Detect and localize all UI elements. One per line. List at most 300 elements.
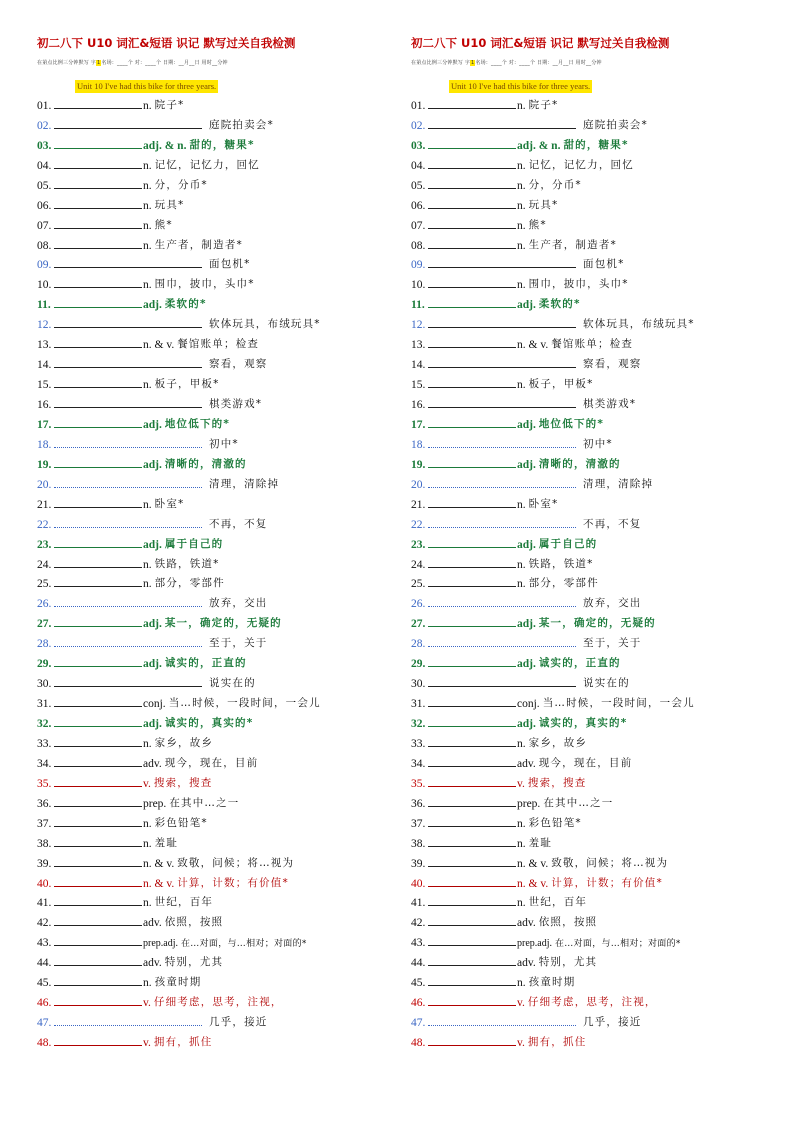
vocab-item: [37, 172, 387, 192]
answer-blank[interactable]: [54, 752, 142, 767]
item-meaning: 庭院拍卖会*: [209, 118, 274, 131]
answer-blank[interactable]: [54, 413, 142, 428]
answer-blank[interactable]: [428, 812, 516, 827]
item-number: 22.: [411, 518, 426, 531]
vocab-item: [37, 750, 387, 770]
answer-blank[interactable]: [428, 194, 516, 209]
vocab-item: [37, 511, 387, 531]
answer-blank[interactable]: [54, 214, 142, 229]
answer-blank[interactable]: [428, 413, 516, 428]
item-number: 33.: [411, 737, 426, 750]
item-number: 25.: [411, 578, 426, 591]
item-number: 41.: [37, 897, 52, 910]
vocab-item: [37, 730, 387, 750]
part-of-speech: n.: [143, 379, 152, 392]
item-number: 21.: [37, 498, 52, 511]
answer-blank[interactable]: [54, 812, 142, 827]
item-number: 42.: [37, 917, 52, 930]
vocab-item: [37, 630, 387, 650]
item-number: 34.: [37, 757, 52, 770]
vocab-item: [37, 1009, 387, 1029]
answer-blank[interactable]: [54, 493, 142, 508]
part-of-speech: n.: [517, 199, 526, 212]
answer-blank[interactable]: [428, 134, 516, 149]
item-meaning: 棋类游戏*: [583, 398, 637, 410]
item-number: 12.: [411, 319, 426, 332]
item-meaning: 计算，计数；有价值*: [177, 876, 289, 889]
item-meaning: 卧室*: [528, 497, 559, 510]
worksheet-meta: [411, 52, 761, 74]
answer-blank[interactable]: [428, 353, 576, 368]
answer-blank[interactable]: [428, 293, 516, 308]
answer-blank[interactable]: [428, 971, 516, 986]
answer-blank[interactable]: [54, 872, 142, 887]
answer-blank[interactable]: [54, 592, 202, 607]
item-meaning: 部分，零部件: [154, 577, 225, 590]
answer-blank[interactable]: [54, 273, 142, 288]
vocab-item: [37, 331, 387, 351]
answer-blank[interactable]: [428, 772, 516, 787]
vocab-item: [411, 571, 761, 591]
item-meaning: 地位低下的*: [538, 417, 605, 430]
item-meaning: 家乡，故乡: [528, 736, 588, 749]
item-number: 18.: [37, 438, 52, 451]
item-meaning: 羞耻: [154, 836, 179, 849]
answer-blank[interactable]: [54, 832, 142, 847]
answer-blank[interactable]: [428, 931, 516, 946]
item-meaning: 诚实的，真实的*: [538, 717, 628, 729]
answer-blank[interactable]: [428, 632, 576, 647]
part-of-speech: n.: [517, 558, 526, 571]
part-of-speech: n.: [517, 817, 526, 830]
answer-blank[interactable]: [428, 911, 516, 926]
answer-blank[interactable]: [428, 473, 576, 488]
answer-blank[interactable]: [428, 792, 516, 807]
vocab-item: [411, 750, 761, 770]
vocab-item: [411, 152, 761, 172]
item-number: 08.: [411, 239, 426, 252]
part-of-speech: n.: [517, 179, 526, 192]
answer-blank[interactable]: [428, 712, 516, 727]
item-meaning: 在…对面，与…相对；对面的*: [181, 939, 307, 950]
vocab-item: [37, 112, 387, 132]
part-of-speech: n.: [143, 837, 152, 850]
answer-blank[interactable]: [428, 832, 516, 847]
answer-blank[interactable]: [54, 553, 142, 568]
answer-blank[interactable]: [428, 174, 516, 189]
answer-blank[interactable]: [54, 1011, 202, 1026]
part-of-speech: n.: [143, 99, 152, 112]
vocab-item: [37, 909, 387, 929]
answer-blank[interactable]: [428, 672, 576, 687]
part-of-speech: n. & v.: [143, 877, 175, 890]
item-meaning: 面包机*: [583, 258, 625, 271]
answer-blank[interactable]: [54, 473, 202, 488]
item-number: 41.: [411, 897, 426, 910]
vocab-item: [411, 351, 761, 371]
part-of-speech: adj. & n.: [517, 139, 561, 152]
answer-blank[interactable]: [54, 632, 202, 647]
vocab-item: [37, 371, 387, 391]
answer-blank[interactable]: [54, 154, 142, 169]
item-meaning: 院子*: [528, 98, 559, 111]
item-meaning: 当…时候，一段时间，一会儿: [168, 697, 321, 710]
part-of-speech: adj.: [517, 538, 536, 551]
vocab-item: [37, 271, 387, 291]
part-of-speech: prep.adj.: [143, 938, 178, 950]
answer-blank[interactable]: [428, 592, 576, 607]
vocab-item: [37, 92, 387, 112]
item-number: 05.: [37, 179, 52, 192]
part-of-speech: n.: [517, 498, 526, 511]
item-meaning: 清晰的，清澈的: [538, 457, 621, 470]
answer-blank[interactable]: [54, 712, 142, 727]
item-number: 47.: [37, 1017, 52, 1030]
part-of-speech: n.: [517, 379, 526, 392]
item-meaning: 熊*: [528, 218, 547, 231]
part-of-speech: n.: [143, 239, 152, 252]
item-number: 01.: [411, 99, 426, 112]
item-number: 44.: [411, 957, 426, 970]
answer-blank[interactable]: [54, 433, 202, 448]
answer-blank[interactable]: [428, 94, 516, 109]
answer-blank[interactable]: [54, 672, 202, 687]
part-of-speech: n. & v.: [517, 877, 549, 890]
answer-blank[interactable]: [54, 253, 202, 268]
part-of-speech: adv.: [143, 757, 162, 770]
item-meaning: 说实在的: [583, 677, 630, 690]
vocab-item: [37, 311, 387, 331]
item-meaning: 铁路，铁道*: [528, 557, 594, 570]
answer-blank[interactable]: [54, 951, 142, 966]
answer-blank[interactable]: [428, 1031, 516, 1046]
answer-blank[interactable]: [54, 313, 202, 328]
item-meaning: 仔细考虑，思考，注视，: [527, 996, 657, 1009]
vocab-item: [411, 590, 761, 610]
part-of-speech: adv.: [517, 957, 536, 970]
vocab-item: [37, 152, 387, 172]
item-meaning: 清理，清除掉: [583, 477, 654, 490]
part-of-speech: n.: [517, 837, 526, 850]
answer-blank[interactable]: [54, 991, 142, 1006]
part-of-speech: adj.: [517, 618, 536, 631]
answer-blank[interactable]: [54, 453, 142, 468]
item-number: 02.: [411, 119, 426, 132]
vocab-item: [37, 531, 387, 551]
answer-blank[interactable]: [428, 154, 516, 169]
answer-blank[interactable]: [54, 194, 142, 209]
vocab-item: [411, 770, 761, 790]
item-number: 37.: [411, 817, 426, 830]
answer-blank[interactable]: [54, 612, 142, 627]
item-meaning: 餐馆账单；检查: [551, 338, 634, 351]
answer-blank[interactable]: [54, 891, 142, 906]
answer-blank[interactable]: [54, 792, 142, 807]
part-of-speech: n.: [143, 737, 152, 750]
item-meaning: 诚实的，正直的: [164, 657, 247, 670]
item-number: 14.: [411, 359, 426, 372]
item-meaning: 诚实的，正直的: [538, 657, 621, 670]
vocab-item: [411, 411, 761, 431]
answer-blank[interactable]: [54, 692, 142, 707]
vocab-item: [411, 1029, 761, 1049]
vocab-item: [37, 610, 387, 630]
item-number: 09.: [411, 259, 426, 272]
item-number: 04.: [37, 159, 52, 172]
item-number: 34.: [411, 757, 426, 770]
part-of-speech: n.: [143, 897, 152, 910]
worksheet-title: 初二八下 U10 词汇&短语 识记 默写过关自我检测: [411, 36, 670, 50]
answer-blank[interactable]: [428, 991, 516, 1006]
item-number: 24.: [37, 558, 52, 571]
part-of-speech: adv.: [517, 757, 536, 770]
vocab-item: [411, 311, 761, 331]
vocab-item: [37, 291, 387, 311]
answer-blank[interactable]: [54, 971, 142, 986]
meta-highlight: 1: [97, 60, 101, 66]
vocab-item: [411, 112, 761, 132]
answer-blank[interactable]: [54, 174, 142, 189]
answer-blank[interactable]: [428, 752, 516, 767]
item-number: 08.: [37, 239, 52, 252]
part-of-speech: n.: [143, 558, 152, 571]
unit-label: Unit 10 I've had this bike for three years.: [77, 81, 217, 91]
answer-blank[interactable]: [54, 293, 142, 308]
item-meaning: 软体玩具，布绒玩具*: [209, 318, 321, 331]
item-number: 15.: [411, 379, 426, 392]
answer-blank[interactable]: [54, 732, 142, 747]
answer-blank[interactable]: [428, 313, 576, 328]
vocab-item: [411, 172, 761, 192]
vocab-item: [411, 929, 761, 949]
vocab-item: [37, 870, 387, 890]
part-of-speech: adj.: [143, 618, 162, 631]
part-of-speech: v.: [517, 997, 525, 1010]
item-meaning: 面包机*: [209, 258, 251, 271]
part-of-speech: n.: [517, 239, 526, 252]
item-number: 27.: [411, 618, 426, 631]
item-number: 20.: [37, 478, 52, 491]
item-meaning: 世纪，百年: [528, 896, 588, 909]
meta-text-after: 名场：____个 对：____个 日期：__月__日 用时__分钟: [101, 60, 228, 66]
item-number: 06.: [411, 199, 426, 212]
part-of-speech: adj.: [143, 299, 162, 312]
answer-blank[interactable]: [54, 353, 202, 368]
answer-blank[interactable]: [428, 951, 516, 966]
item-number: 43.: [37, 937, 52, 950]
answer-blank[interactable]: [54, 911, 142, 926]
answer-blank[interactable]: [428, 533, 516, 548]
part-of-speech: n.: [143, 219, 152, 232]
vocab-item: [37, 770, 387, 790]
part-of-speech: adv.: [143, 917, 162, 930]
item-meaning: 某一，确定的，无疑的: [538, 617, 656, 630]
part-of-speech: adv.: [517, 917, 536, 930]
item-meaning: 至于，关于: [583, 637, 642, 650]
item-meaning: 当…时候，一段时间，一会儿: [542, 697, 695, 710]
item-number: 14.: [37, 359, 52, 372]
item-meaning: 铁路，铁道*: [154, 557, 220, 570]
item-number: 29.: [411, 658, 426, 671]
item-meaning: 察看，观察: [583, 358, 642, 371]
meta-text: 在第点比例三分钟默写 字: [37, 60, 96, 66]
answer-blank[interactable]: [428, 572, 516, 587]
item-number: 32.: [37, 718, 52, 730]
answer-blank[interactable]: [54, 572, 142, 587]
part-of-speech: n.: [143, 279, 152, 292]
item-number: 17.: [411, 418, 426, 431]
item-meaning: 软体玩具，布绒玩具*: [583, 318, 695, 331]
vocab-item: [411, 890, 761, 910]
vocab-item: [411, 850, 761, 870]
part-of-speech: n.: [143, 199, 152, 212]
part-of-speech: n.: [517, 578, 526, 591]
vocab-item: [37, 810, 387, 830]
item-meaning: 孩童时期: [154, 976, 202, 989]
answer-blank[interactable]: [428, 493, 516, 508]
item-number: 32.: [411, 718, 426, 730]
answer-blank[interactable]: [428, 553, 516, 568]
vocab-item: [411, 212, 761, 232]
answer-blank[interactable]: [428, 453, 516, 468]
vocab-item: [411, 810, 761, 830]
answer-blank[interactable]: [54, 1031, 142, 1046]
vocab-item: [411, 989, 761, 1009]
answer-blank[interactable]: [428, 891, 516, 906]
answer-blank[interactable]: [428, 692, 516, 707]
vocab-item: [411, 690, 761, 710]
answer-blank[interactable]: [54, 114, 202, 129]
answer-blank[interactable]: [428, 373, 516, 388]
vocab-item: [37, 351, 387, 371]
item-number: 40.: [37, 877, 52, 890]
item-number: 03.: [411, 139, 426, 152]
item-number: 16.: [37, 399, 52, 411]
part-of-speech: n. & v.: [517, 339, 549, 352]
answer-blank[interactable]: [428, 433, 576, 448]
item-number: 12.: [37, 319, 52, 332]
answer-blank[interactable]: [54, 652, 142, 667]
answer-blank[interactable]: [428, 114, 576, 129]
item-number: 46.: [411, 997, 426, 1010]
answer-blank[interactable]: [428, 513, 576, 528]
item-number: 17.: [37, 418, 52, 431]
part-of-speech: n.: [143, 977, 152, 990]
answer-blank[interactable]: [428, 852, 516, 867]
part-of-speech: n. & v.: [143, 339, 175, 352]
answer-blank[interactable]: [54, 333, 142, 348]
answer-blank[interactable]: [428, 273, 516, 288]
answer-blank[interactable]: [54, 852, 142, 867]
vocab-item: [37, 790, 387, 810]
item-number: 40.: [411, 877, 426, 890]
item-meaning: 至于，关于: [209, 637, 268, 650]
part-of-speech: n. & v.: [517, 857, 549, 870]
answer-blank[interactable]: [54, 94, 142, 109]
vocab-item: [411, 291, 761, 311]
vocab-item: [37, 571, 387, 591]
item-number: 45.: [411, 977, 426, 990]
answer-blank[interactable]: [54, 533, 142, 548]
meta-text: 在第点比例三分钟默写 字: [411, 60, 470, 66]
item-meaning: 彩色铅笔*: [528, 816, 582, 829]
item-meaning: 说实在的: [209, 677, 256, 690]
item-number: 01.: [37, 99, 52, 112]
item-number: 38.: [411, 837, 426, 850]
answer-blank[interactable]: [428, 1011, 576, 1026]
item-number: 35.: [411, 777, 426, 790]
item-meaning: 拥有，抓住: [153, 1036, 213, 1048]
part-of-speech: adj.: [143, 538, 162, 551]
item-meaning: 部分，零部件: [528, 577, 599, 590]
vocab-item: [411, 710, 761, 730]
vocab-item: [411, 909, 761, 929]
item-number: 45.: [37, 977, 52, 990]
item-number: 37.: [37, 817, 52, 830]
answer-blank[interactable]: [428, 393, 576, 408]
item-number: 26.: [411, 598, 426, 611]
answer-blank[interactable]: [428, 732, 516, 747]
part-of-speech: prep.: [143, 797, 167, 810]
item-meaning: 依照，按照: [538, 916, 598, 929]
part-of-speech: adv.: [143, 957, 162, 970]
item-meaning: 清理，清除掉: [209, 477, 280, 490]
vocab-item: [411, 491, 761, 511]
part-of-speech: n.: [517, 737, 526, 750]
answer-blank[interactable]: [428, 333, 516, 348]
vocab-item: [411, 232, 761, 252]
answer-blank[interactable]: [428, 652, 516, 667]
vocab-item: [37, 192, 387, 212]
answer-blank[interactable]: [428, 214, 516, 229]
item-meaning: 板子，甲板*: [528, 378, 594, 391]
item-meaning: 世纪，百年: [154, 896, 214, 909]
answer-blank[interactable]: [428, 253, 576, 268]
vocab-item: [411, 252, 761, 272]
item-number: 24.: [411, 558, 426, 571]
answer-blank[interactable]: [54, 931, 142, 946]
item-number: 13.: [37, 339, 52, 352]
vocab-item: [37, 391, 387, 411]
answer-blank[interactable]: [54, 393, 202, 408]
item-meaning: 柔软的*: [164, 298, 207, 311]
item-number: 07.: [411, 219, 426, 232]
part-of-speech: n.: [517, 897, 526, 910]
item-meaning: 熊*: [154, 218, 173, 231]
answer-blank[interactable]: [54, 373, 142, 388]
item-meaning: 生产者，制造者*: [154, 238, 243, 251]
item-number: 18.: [411, 438, 426, 451]
answer-blank[interactable]: [54, 513, 202, 528]
answer-blank[interactable]: [428, 234, 516, 249]
item-meaning: 地位低下的*: [164, 417, 231, 430]
vocab-item: [37, 670, 387, 690]
item-meaning: 致敬，问候；将…视为: [551, 856, 669, 869]
item-meaning: 察看，观察: [209, 358, 268, 371]
item-meaning: 玩具*: [528, 198, 559, 211]
answer-blank[interactable]: [428, 872, 516, 887]
answer-blank[interactable]: [54, 772, 142, 787]
item-meaning: 现今，现在，目前: [164, 756, 259, 769]
part-of-speech: adj.: [517, 299, 536, 312]
worksheet-right: [411, 34, 761, 1049]
item-number: 31.: [411, 698, 426, 711]
vocab-item: [37, 132, 387, 152]
answer-blank[interactable]: [428, 612, 516, 627]
answer-blank[interactable]: [54, 134, 142, 149]
part-of-speech: adj.: [517, 458, 536, 471]
answer-blank[interactable]: [54, 234, 142, 249]
